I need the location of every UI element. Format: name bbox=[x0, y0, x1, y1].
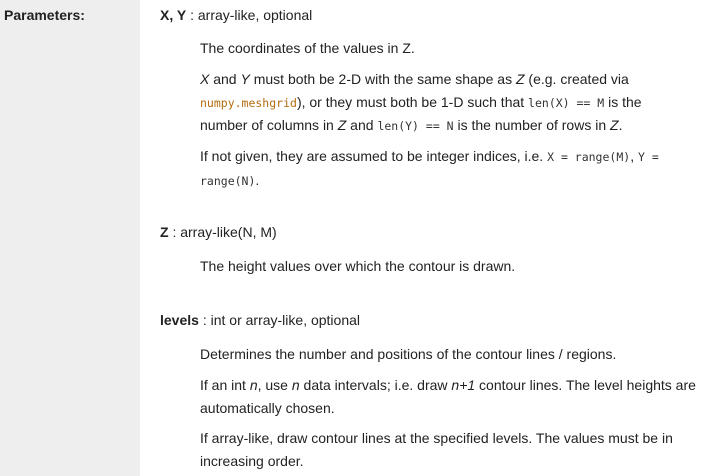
param-xy-header bbox=[160, 6, 312, 24]
param-z-type: array-like(N, M) bbox=[180, 224, 277, 240]
param-xy-name: X, Y bbox=[160, 7, 187, 23]
param-xy-desc-2: X and Y must both be 2-D with the same shape as Z (e.g. created via numpy.meshgrid), or they must both be 1-D such that len(X) == M is the number of columns in Z and len(Y) == N is the number of rows in Z. bbox=[200, 71, 642, 133]
code-range-n: range(N) bbox=[200, 173, 256, 188]
code-x-range: X = range(M) bbox=[547, 150, 631, 164]
param-levels-desc-1: Determines the number and positions of the contour lines / regions. bbox=[200, 346, 617, 362]
field-name-column bbox=[0, 0, 140, 476]
param-levels-type: int or array-like, optional bbox=[210, 312, 361, 328]
param-z-name: Z bbox=[160, 224, 169, 240]
param-levels-desc-3: If array-like, draw contour lines at the specified levels. The values must be in increasing order. bbox=[200, 430, 673, 469]
param-levels-name: levels bbox=[160, 312, 199, 328]
param-xy-type: array-like, optional bbox=[197, 7, 313, 23]
code-y-eq: Y = bbox=[637, 150, 659, 164]
code-len-y: len(Y) == N bbox=[377, 119, 454, 133]
param-levels-header bbox=[160, 311, 360, 329]
param-xy-desc-3: If not given, they are assumed to be integer indices, i.e. X = range(M), Y = range(N). bbox=[200, 148, 659, 188]
param-levels-sep: : bbox=[198, 312, 211, 328]
param-z-sep: : bbox=[168, 224, 181, 240]
param-levels-desc-2: If an int n, use n data intervals; i.e. draw n+1 contour lines. The level heights are automatically chosen. bbox=[200, 377, 696, 416]
parameters-label: Parameters: bbox=[4, 7, 85, 23]
numpy-meshgrid-link[interactable]: numpy.meshgrid bbox=[200, 95, 297, 110]
param-z-desc-1: The height values over which the contour is drawn. bbox=[200, 258, 516, 274]
code-len-x: len(X) == M bbox=[528, 95, 605, 110]
param-xy-desc-1: The coordinates of the values in Z. bbox=[200, 40, 415, 56]
param-xy-sep: : bbox=[186, 7, 198, 23]
param-z-header bbox=[160, 223, 277, 241]
